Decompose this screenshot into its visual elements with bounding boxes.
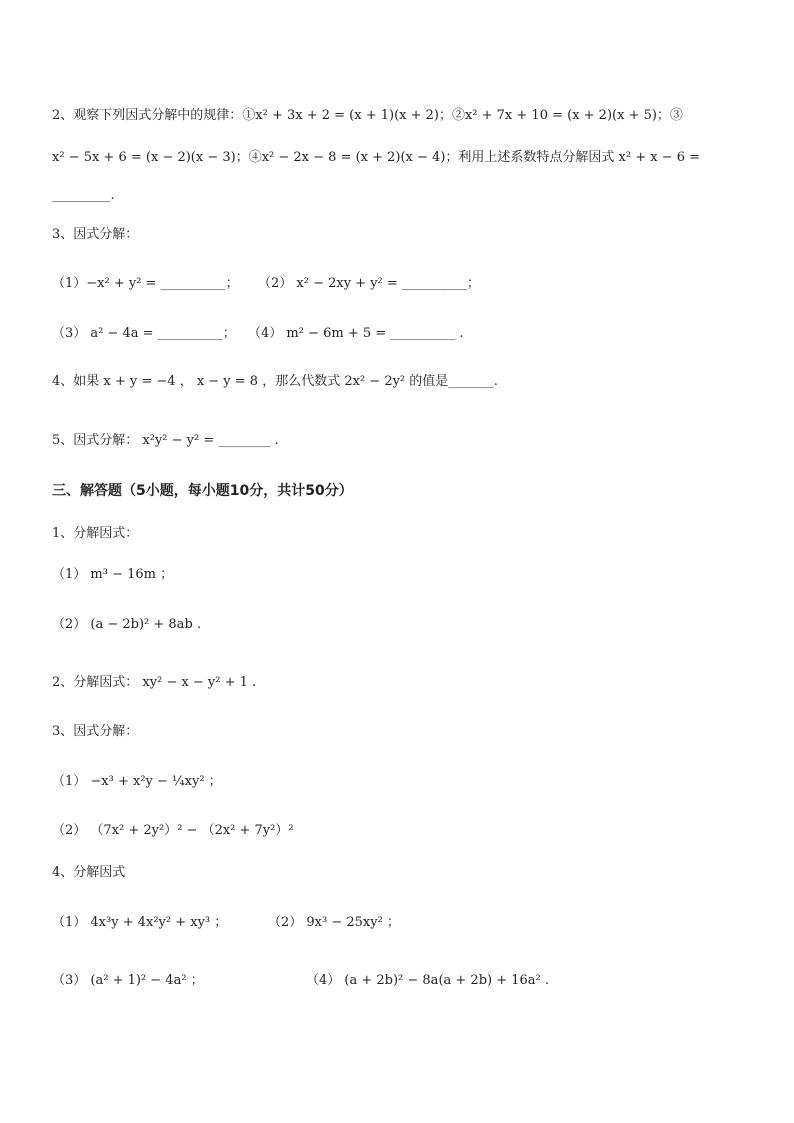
answer-q4-part2: （2） 9x³ − 25xy² ； (268, 915, 400, 930)
answer-q1-part1: （1） m³ − 16m ； (52, 567, 174, 582)
fill-q3-title: 3、因式分解： (52, 227, 139, 242)
fill-q3-part4: （4） m² − 6m + 5 = __________ . (248, 326, 464, 341)
answer-q2: 2、分解因式： xy² − x − y² + 1 . (52, 675, 257, 690)
fill-q5: 5、因式分解： x²y² − y² = ________ . (52, 433, 279, 448)
fill-q3-part3: （3） a² − 4a = __________； (52, 326, 236, 341)
answer-q3-part2: （2） （7x² + 2y²）² − （2x² + 7y²）² (52, 823, 294, 838)
fill-q2-line2: x² − 5x + 6 = (x − 2)(x − 3)；④x² − 2x − 8 = (x + 2)(x − 4)；利用上述系数特点分解因式 x² + x − 6 = (52, 150, 701, 165)
fill-q3-part1: （1）−x² + y² = __________； (52, 276, 239, 291)
section-title: 三、解答题（5小题，每小题10分，共计50分） (52, 483, 353, 499)
answer-q4-part4: （4） (a + 2b)² − 8a(a + 2b) + 16a² . (306, 973, 550, 988)
fill-q2-line1: 2、观察下列因式分解中的规律：①x² + 3x + 2 = (x + 1)(x + 2)；②x² + 7x + 10 = (x + 2)(x + 5)；③ (52, 108, 683, 123)
answer-q4-part3: （3） (a² + 1)² − 4a² ； (52, 973, 204, 988)
fill-q4: 4、如果 x + y = −4 ， x − y = 8 ，那么代数式 2x² − 2y² 的值是_______. (52, 374, 498, 389)
answer-q4-title: 4、分解因式 (52, 865, 126, 880)
answer-q4-part1: （1） 4x³y + 4x²y² + xy³ ； (52, 915, 228, 930)
answer-q3-part1: （1） −x³ + x²y − ¼xy² ； (52, 774, 222, 789)
fill-q3-part2: （2） x² − 2xy + y² = __________； (258, 276, 480, 291)
answer-q3-title: 3、因式分解： (52, 724, 139, 739)
answer-q1-title: 1、分解因式： (52, 526, 139, 541)
fill-q2-line3: _________. (52, 188, 115, 203)
answer-q1-part2: （2） (a − 2b)² + 8ab . (52, 617, 202, 632)
